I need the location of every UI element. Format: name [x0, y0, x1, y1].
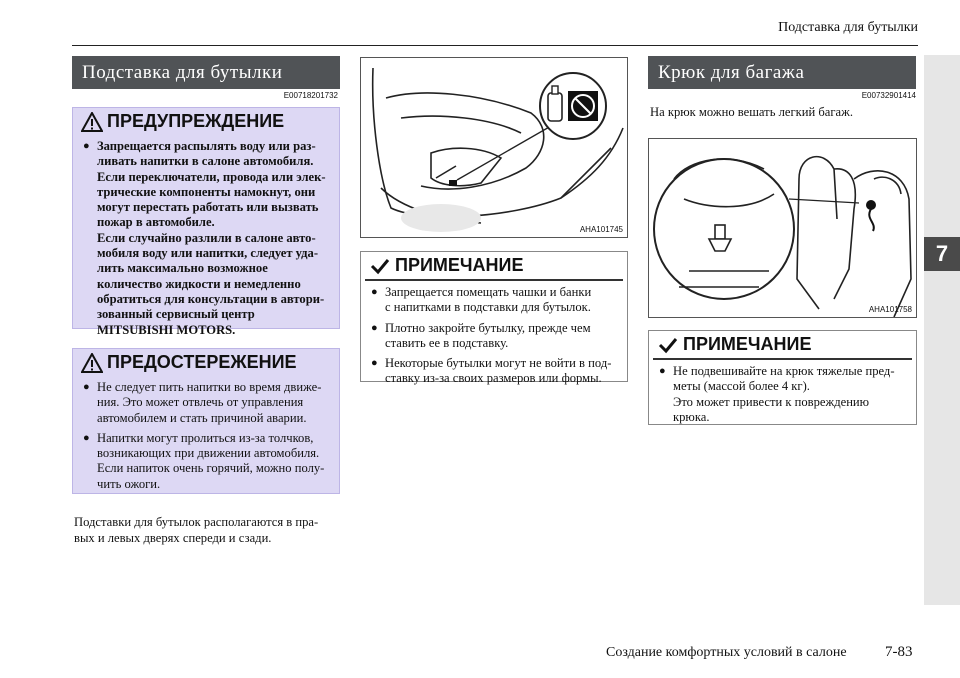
note-box-bottle	[360, 251, 628, 386]
caution-list	[73, 376, 339, 503]
section-title-bottle-holder: Подставка для бутылки	[72, 56, 340, 89]
note-list	[361, 281, 627, 398]
note-title-text: ПРИМЕЧАНИЕ	[683, 334, 812, 354]
note-list	[649, 360, 916, 436]
note-item: ● Запрещается помещать чашки и банки с напитками в подставки для бутылок.	[371, 285, 619, 316]
note-title-text: ПРИМЕЧАНИЕ	[395, 255, 524, 275]
note-title	[361, 252, 627, 279]
section-code: E00732901414	[861, 91, 916, 100]
door-bottle-holder-figure	[360, 57, 628, 238]
figure-code: AHA101745	[579, 225, 623, 234]
luggage-hook-description: На крюк можно вешать легкий багаж.	[650, 105, 853, 119]
note-box-hook	[648, 330, 917, 425]
page-number: 7-83	[885, 644, 913, 660]
warning-triangle-icon	[81, 112, 103, 132]
section-code: E00718201732	[283, 91, 338, 100]
note-check-icon	[657, 335, 679, 355]
running-head: Подставка для бутылки	[778, 20, 918, 35]
warning-title-text: ПРЕДУПРЕЖДЕНИЕ	[107, 111, 285, 131]
note-item: ● Плотно закройте бутылку, прежде чем ставить ее в подставку.	[371, 321, 619, 352]
note-title	[649, 331, 916, 358]
luggage-hook-figure	[648, 138, 917, 318]
top-rule	[72, 45, 918, 46]
warning-title	[73, 108, 339, 135]
chapter-tab[interactable]: 7	[924, 237, 960, 271]
caution-item: ● Напитки могут пролиться из-за толчков, возникающих при движении автомобиля. Если напиток очень горячий, можно полу- чить ожоги.	[83, 431, 331, 492]
sidebar-band	[924, 55, 960, 605]
warning-box	[72, 107, 340, 337]
footer-section-title: Создание комфортных условий в салоне	[606, 645, 847, 660]
seat-hook-illustration	[649, 139, 916, 317]
door-illustration	[361, 58, 627, 237]
warning-item: ● Запрещается распылять воду или раз- ливать напитки в салоне автомобиля. Если переключатели, провода или элек- трические компоненты намокнут, они могут перестать работать или вызвать пожар в автомобиле. Если случайно разлили в салоне авто- мобиля воду или напитки, следует уда- лить максимально возможное количество жидкости и немедленно обратиться для консультации в автори- зованный сервисный центр MITSUBISHI MOTORS.	[83, 139, 331, 338]
section-title-luggage-hook: Крюк для багажа	[648, 56, 916, 89]
caution-box	[72, 348, 340, 494]
note-item: ● Не подвешивайте на крюк тяжелые пред- меты (массой более 4 кг). Это может привести к повреждению крюка.	[659, 364, 908, 425]
caution-triangle-icon	[81, 353, 103, 373]
caution-item: ● Не следует пить напитки во время движе- ния. Это может отвлечь от управления автомобилем и стать причиной аварии.	[83, 380, 331, 426]
note-item: ● Некоторые бутылки могут не войти в под- ставку из-за своих размеров или формы.	[371, 356, 619, 387]
warning-list	[73, 135, 339, 349]
bottle-holder-description: Подставки для бутылок располагаются в пра- вых и левых дверях спереди и сзади.	[74, 515, 319, 545]
caution-title	[73, 349, 339, 376]
figure-code: AHA101758	[868, 305, 912, 314]
caution-title-text: ПРЕДОСТЕРЕЖЕНИЕ	[107, 352, 297, 372]
note-check-icon	[369, 256, 391, 276]
